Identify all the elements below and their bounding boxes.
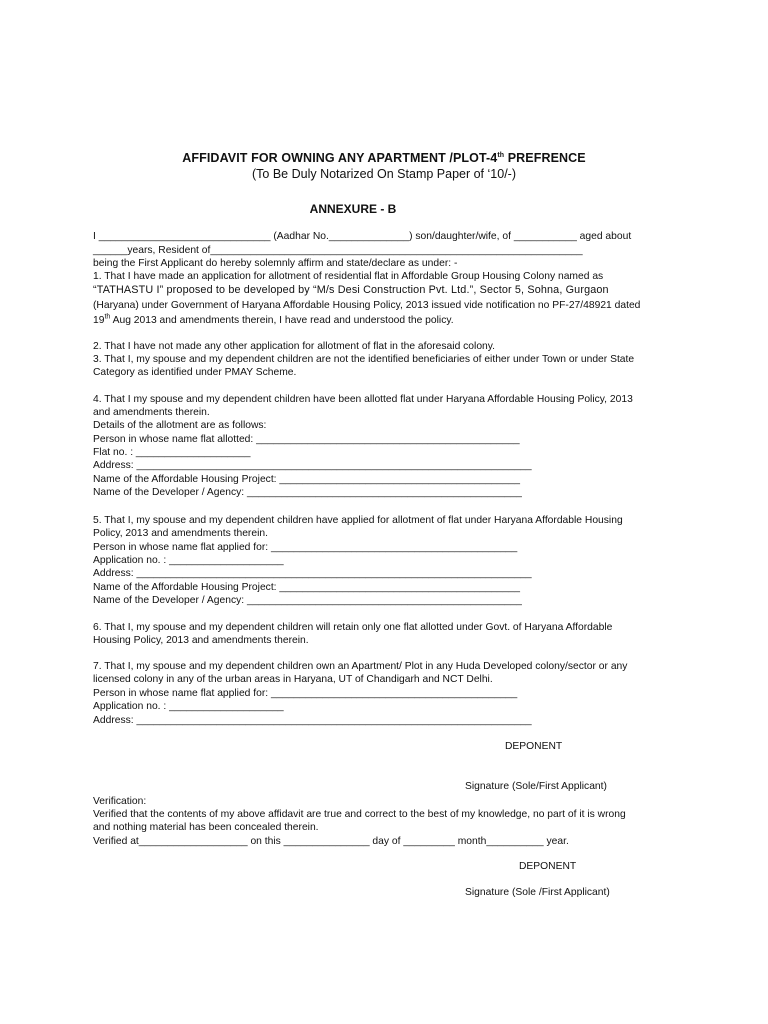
clause-2-line-1: 2. That I have not made any other application for allotment of flat in the aforesaid colony. xyxy=(93,341,496,352)
signature-line-2: Signature (Sole /First Applicant) xyxy=(465,887,610,898)
clause-1-line-1: 1. That I have made an application for allotment of residential flat in Affordable Group Housing Colony named as xyxy=(93,271,604,282)
intro-line-3: being the First Applicant do hereby solemnly affirm and state/declare as under: - xyxy=(93,258,458,269)
clause-1-line-2: “TATHASTU I” proposed to be developed by “M/s Desi Construction Pvt. Ltd.”, Sector 5, Sohna, Gurgaon xyxy=(93,284,609,296)
clause-4-line-3: Details of the allotment are as follows: xyxy=(93,420,267,431)
verification-line-1: Verified that the contents of my above affidavit are true and correct to the best of my knowledge, no part of it is wrong xyxy=(93,809,626,820)
clause-5-project-field: Name of the Affordable Housing Project: __________________________________________ xyxy=(93,582,520,593)
clause-7-application-field: Application no. : ____________________ xyxy=(93,701,284,712)
clause-6-line-2: Housing Policy, 2013 and amendments therein. xyxy=(93,635,309,646)
clause-5-line-1: 5. That I, my spouse and my dependent children have applied for allotment of flat under Haryana Affordable Housing xyxy=(93,515,623,526)
clause-5-application-field: Application no. : ____________________ xyxy=(93,555,284,566)
clause-3-line-1: 3. That I, my spouse and my dependent children are not the identified beneficiaries of either under Town or under State xyxy=(93,354,635,365)
document-subtitle: (To Be Duly Notarized On Stamp Paper of ‘10/-) xyxy=(251,167,516,181)
clause-4-person-field: Person in whose name flat allotted: ______________________________________________ xyxy=(93,434,520,445)
clause-4-developer-field: Name of the Developer / Agency: ________________________________________________ xyxy=(93,487,522,498)
clause-3-line-2: Category as identified under PMAY Scheme. xyxy=(93,367,297,378)
clause-1-line-4: 19th Aug 2013 and amendments therein, I have read and understood the policy. xyxy=(93,313,454,326)
clause-4-line-1: 4. That I my spouse and my dependent children have been allotted flat under Haryana Affordable Housing Policy, 2013 xyxy=(93,394,633,405)
clause-4-flat-no-field: Flat no. : ____________________ xyxy=(93,447,251,458)
document-title: AFFIDAVIT FOR OWNING ANY APARTMENT /PLOT-4th PREFRENCE xyxy=(182,151,586,165)
clause-7-line-2: licensed colony in any of the urban areas in Haryana, UT of Chandigarh and NCT Delhi. xyxy=(93,674,493,685)
clause-4-address-field: Address: _____________________________________________________________________ xyxy=(93,460,532,471)
clause-5-person-field: Person in whose name flat applied for: ___________________________________________ xyxy=(93,542,518,553)
clause-6-line-1: 6. That I, my spouse and my dependent children will retain only one flat allotted under Govt. of Haryana Affordable xyxy=(93,622,613,633)
clause-4-line-2: and amendments therein. xyxy=(93,407,210,418)
clause-5-developer-field: Name of the Developer / Agency: ________________________________________________ xyxy=(93,595,522,606)
deponent-label-1: DEPONENT xyxy=(505,741,563,752)
verification-line-3: Verified at___________________ on this _______________ day of _________ month__________ year. xyxy=(93,836,569,847)
intro-line-2: ______years, Resident of_________________________________________________________________ xyxy=(93,245,583,256)
clause-4-project-field: Name of the Affordable Housing Project: __________________________________________ xyxy=(93,474,520,485)
verification-heading: Verification: xyxy=(93,796,147,807)
deponent-label-2: DEPONENT xyxy=(519,861,577,872)
signature-line-1: Signature (Sole/First Applicant) xyxy=(465,781,607,792)
clause-7-person-field: Person in whose name flat applied for: ___________________________________________ xyxy=(93,688,518,699)
intro-line-1: I ______________________________ (Aadhar No.______________) son/daughter/wife, of ___________ aged about xyxy=(93,231,632,242)
clause-1-line-3: (Haryana) under Government of Haryana Affordable Housing Policy, 2013 issued vide notification no PF-27/48921 dated xyxy=(93,300,641,311)
verification-line-2: and nothing material has been concealed therein. xyxy=(93,822,319,833)
clause-5-address-field: Address: _____________________________________________________________________ xyxy=(93,568,532,579)
clause-5-line-2: Policy, 2013 and amendments therein. xyxy=(93,528,268,539)
clause-7-line-1: 7. That I, my spouse and my dependent children own an Apartment/ Plot in any Huda Developed colony/sector or any xyxy=(93,661,628,672)
annexure-heading: ANNEXURE - B xyxy=(309,202,397,216)
clause-7-address-field: Address: _____________________________________________________________________ xyxy=(93,715,532,726)
